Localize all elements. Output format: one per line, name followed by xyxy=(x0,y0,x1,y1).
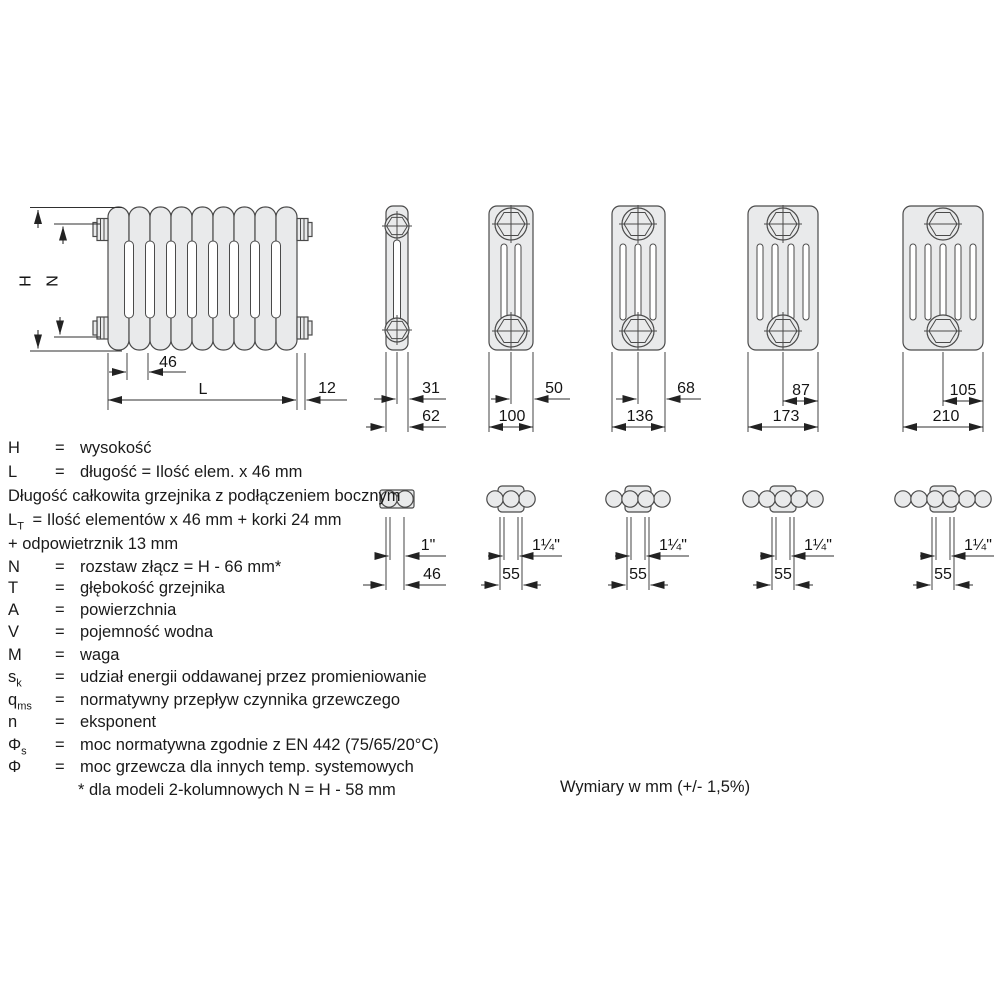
side-view-1 xyxy=(366,206,446,432)
side5-half-dim: 105 xyxy=(949,382,977,399)
dimensions-note: Wymiary w mm (+/- 1,5%) xyxy=(560,778,751,796)
dimension-front-bottom xyxy=(108,353,347,410)
side-view-2 xyxy=(489,205,570,432)
front-nipple-label: N xyxy=(44,275,62,287)
side3-half-dim: 68 xyxy=(677,380,695,397)
top3-pitch-dim: 55 xyxy=(629,566,647,583)
plug-top-right xyxy=(297,219,312,241)
top-view-3 xyxy=(606,486,689,590)
side3-full-dim: 136 xyxy=(626,408,654,425)
front-height-label: H xyxy=(17,275,35,287)
top4-connection-dim: 1¼" xyxy=(804,537,832,554)
front-pitch-dim: 46 xyxy=(159,354,177,371)
front-view xyxy=(93,207,312,350)
front-extra-dim: 12 xyxy=(318,380,336,397)
top1-connection-dim: 1" xyxy=(420,537,436,554)
legend-text: wysokość xyxy=(80,439,152,457)
side-view-3 xyxy=(612,205,701,432)
top4-pitch-dim: 55 xyxy=(774,566,792,583)
top-view-5 xyxy=(895,486,994,590)
top-view-4 xyxy=(743,486,834,590)
legend-row-total-length: Długość całkowita grzejnika z podłączeniem bocznym xyxy=(8,487,401,505)
legend-row-LT: $L_T$ = Ilość elementów x 46 mm + korki 24 mm xyxy=(8,511,342,533)
top2-pitch-dim: 55 xyxy=(502,566,520,583)
side2-full-dim: 100 xyxy=(498,408,526,425)
top3-connection-dim: 1¼" xyxy=(659,537,687,554)
top1-pitch-dim: 46 xyxy=(423,566,441,583)
side4-half-dim: 87 xyxy=(792,382,810,399)
front-length-label: L xyxy=(198,381,208,398)
top2-connection-dim: 1¼" xyxy=(532,537,560,554)
legend-row-vent: + odpowietrznik 13 mm xyxy=(8,535,179,553)
side1-full-dim: 62 xyxy=(422,408,440,425)
side4-full-dim: 173 xyxy=(772,408,800,425)
top5-pitch-dim: 55 xyxy=(934,566,952,583)
legend-symbol: H xyxy=(8,439,20,457)
plug-top-left xyxy=(93,219,108,241)
plug-bottom-left xyxy=(93,317,108,339)
side-view-4 xyxy=(748,205,818,432)
side1-half-dim: 31 xyxy=(422,380,440,397)
top-view-2 xyxy=(481,486,562,590)
legend-row-footnote-star: * dla modeli 2-kolumnowych N = H - 58 mm xyxy=(78,781,396,799)
side-view-5 xyxy=(903,206,983,432)
plug-bottom-right xyxy=(297,317,312,339)
top5-connection-dim: 1¼" xyxy=(964,537,992,554)
radiator-dimension-sheet: H N 46 L 12 31 62 50 100 68 136 87 173 105 210 1" 46 1¼" 55 1¼" 55 1¼" 55 1¼" 55 H = wysokość L = długość = Ilość elem. x 46 mm Długość całkowita grzejnika z podłączeniem bocznym $L_T$ = Ilość elementów x 46 mm + korki 24 mm + odpowietrznik 13 mm N = rozstaw złącz = H - 66 mm* T = głębokość grzejnika A = powierzchnia V = pojemność wodna M = waga $s_k$ = udział energii oddawanej przez promieniowanie $q_{ms}$ = normatywny przepływ czynnika grzewczego n = eksponent $\Phi_s$ = moc normatywna zgodnie z EN 442 (75/65/20°C) Φ = moc grzewcza dla innych temp. systemowych * dla modeli 2-kolumnowych N = H - 58 mm Wymiary w mm (+/- 1,5%) xyxy=(0,0,1000,1000)
side5-full-dim: 210 xyxy=(932,408,960,425)
side2-half-dim: 50 xyxy=(545,380,563,397)
